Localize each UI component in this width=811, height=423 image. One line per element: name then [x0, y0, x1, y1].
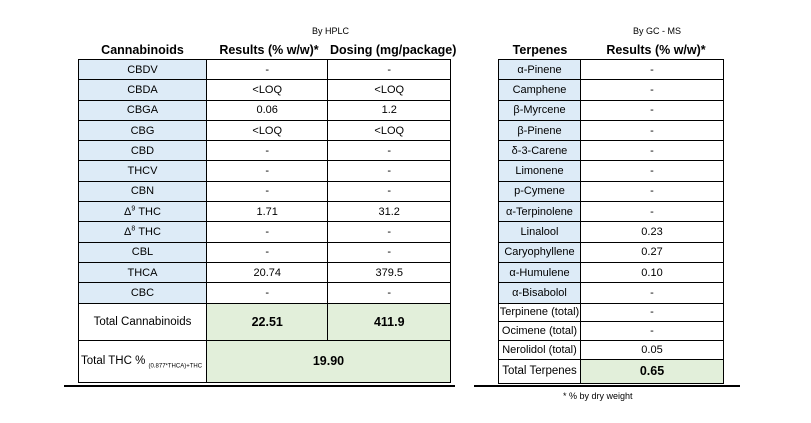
terpene-name: Ocimene (total)	[499, 322, 581, 341]
terpene-result: 0.27	[580, 242, 723, 262]
cannabinoid-result: -	[206, 161, 328, 181]
hplc-method-label: By HPLC	[312, 26, 350, 36]
footnote: * % by dry weight	[563, 391, 633, 401]
terpene-name: p-Cymene	[499, 181, 581, 201]
table-row	[79, 202, 451, 222]
table-row	[499, 283, 724, 303]
total-cannabinoids-label: Total Cannabinoids	[79, 303, 207, 340]
cannabinoid-dosing: -	[328, 60, 451, 80]
cannabinoid-dosing: -	[328, 141, 451, 161]
dosing-header: Dosing (mg/package)	[330, 43, 457, 57]
terpene-result: 0.05	[580, 340, 723, 359]
cannabinoid-result: 0.06	[206, 100, 328, 120]
terpene-name: Nerolidol (total)	[499, 340, 581, 359]
terpene-result: -	[580, 60, 723, 80]
table-row	[499, 262, 724, 282]
terpene-result: 0.10	[580, 262, 723, 282]
cannabinoid-name: CBDA	[79, 80, 207, 100]
cannabinoid-name: CBGA	[79, 100, 207, 120]
cannabinoid-name: CBC	[79, 283, 207, 303]
total-terpenes-result: 0.65	[580, 359, 723, 383]
cannabinoid-name: CBN	[79, 181, 207, 201]
table-row	[499, 80, 724, 100]
table-row	[79, 120, 451, 140]
cannabinoid-dosing: -	[328, 283, 451, 303]
cannabinoid-result: -	[206, 242, 328, 262]
cannabinoid-result: 20.74	[206, 262, 328, 282]
table-row	[499, 100, 724, 120]
cannabinoid-name: THCA	[79, 262, 207, 282]
table-row	[79, 222, 451, 242]
total-terpenes-label: Total Terpenes	[499, 359, 581, 383]
table-row	[79, 60, 451, 80]
cannabinoid-name: CBDV	[79, 60, 207, 80]
superscript: 9	[131, 205, 136, 213]
cannabinoid-name	[79, 202, 207, 222]
terpene-result: -	[580, 141, 723, 161]
table-row	[499, 60, 724, 80]
terpene-result: -	[580, 80, 723, 100]
terpene-name: β-Pinene	[499, 120, 581, 140]
cannabinoid-result: <LOQ	[206, 80, 328, 100]
cannabinoid-dosing: -	[328, 181, 451, 201]
terpene-name: Caryophyllene	[499, 242, 581, 262]
table-row	[499, 141, 724, 161]
name-suffix: THC	[135, 205, 161, 218]
table-row	[79, 161, 451, 181]
terpene-result: -	[580, 322, 723, 341]
table-row	[79, 181, 451, 201]
terpenes-table	[498, 59, 724, 384]
gcms-method-label: By GC - MS	[633, 26, 682, 36]
cannabinoid-result: -	[206, 283, 328, 303]
cannabinoid-name	[79, 222, 207, 242]
terpene-result: -	[580, 161, 723, 181]
terpene-result: -	[580, 202, 723, 222]
cannabinoid-result: 1.71	[206, 202, 328, 222]
table-row	[499, 222, 724, 242]
terpene-result: -	[580, 283, 723, 303]
table-row	[499, 322, 724, 341]
cannabinoid-results-header: Results (% w/w)*	[219, 43, 319, 57]
table-row	[499, 303, 724, 322]
cannabinoid-name: CBG	[79, 120, 207, 140]
terpene-name: Linalool	[499, 222, 581, 242]
total-row	[79, 303, 451, 340]
cannabinoid-dosing: -	[328, 242, 451, 262]
cannabinoid-dosing: 379.5	[328, 262, 451, 282]
cannabinoid-dosing: -	[328, 222, 451, 242]
terpene-name: Camphene	[499, 80, 581, 100]
terpene-result: 0.23	[580, 222, 723, 242]
cannabinoid-result: <LOQ	[206, 120, 328, 140]
cannabinoid-name: THCV	[79, 161, 207, 181]
table-row	[79, 80, 451, 100]
cannabinoid-result: -	[206, 141, 328, 161]
cannabinoid-name: CBL	[79, 242, 207, 262]
delta-symbol: Δ	[124, 205, 132, 218]
total-row	[499, 359, 724, 383]
table-row	[499, 340, 724, 359]
table-row	[79, 141, 451, 161]
cannabinoid-dosing: 1.2	[328, 100, 451, 120]
terpene-result: -	[580, 100, 723, 120]
cannabinoid-result: -	[206, 181, 328, 201]
terpene-name: β-Myrcene	[499, 100, 581, 120]
total-thc-value: 19.90	[206, 340, 450, 382]
terpene-name: δ-3-Carene	[499, 141, 581, 161]
total-thc-formula: (0.877*THCA)+THC	[148, 363, 203, 370]
cannabinoids-bottom-rule	[64, 385, 455, 387]
total-cannabinoids-dosing: 411.9	[328, 303, 451, 340]
terpene-name: α-Terpinolene	[499, 202, 581, 222]
total-thc-label	[79, 340, 207, 382]
table-row	[499, 202, 724, 222]
total-thc-text: Total THC %	[81, 355, 149, 368]
table-row	[499, 181, 724, 201]
cannabinoid-dosing: <LOQ	[328, 80, 451, 100]
terpene-name: α-Humulene	[499, 262, 581, 282]
terpene-name: Terpinene (total)	[499, 303, 581, 322]
total-cannabinoids-result: 22.51	[206, 303, 328, 340]
name-suffix: THC	[135, 226, 161, 239]
terpene-results-header: Results (% w/w)*	[606, 43, 706, 57]
cannabinoid-dosing: <LOQ	[328, 120, 451, 140]
table-row	[499, 161, 724, 181]
table-row	[79, 100, 451, 120]
cannabinoid-dosing: 31.2	[328, 202, 451, 222]
cannabinoid-result: -	[206, 222, 328, 242]
delta-symbol: Δ	[124, 226, 132, 239]
terpene-name: α-Bisabolol	[499, 283, 581, 303]
cannabinoids-header: Cannabinoids	[101, 43, 184, 57]
terpene-name: α-Pinene	[499, 60, 581, 80]
terpene-result: -	[580, 303, 723, 322]
total-thc-row	[79, 340, 451, 382]
cannabinoids-table	[78, 59, 451, 383]
cannabinoid-name: CBD	[79, 141, 207, 161]
cannabinoid-dosing: -	[328, 161, 451, 181]
cannabinoid-result: -	[206, 60, 328, 80]
terpene-name: Limonene	[499, 161, 581, 181]
table-row	[499, 120, 724, 140]
terpene-result: -	[580, 120, 723, 140]
terpenes-header: Terpenes	[512, 43, 568, 57]
table-row	[79, 262, 451, 282]
table-row	[79, 242, 451, 262]
table-row	[499, 242, 724, 262]
table-row	[79, 283, 451, 303]
superscript: 8	[131, 225, 136, 233]
terpenes-bottom-rule	[474, 385, 740, 387]
terpene-result: -	[580, 181, 723, 201]
